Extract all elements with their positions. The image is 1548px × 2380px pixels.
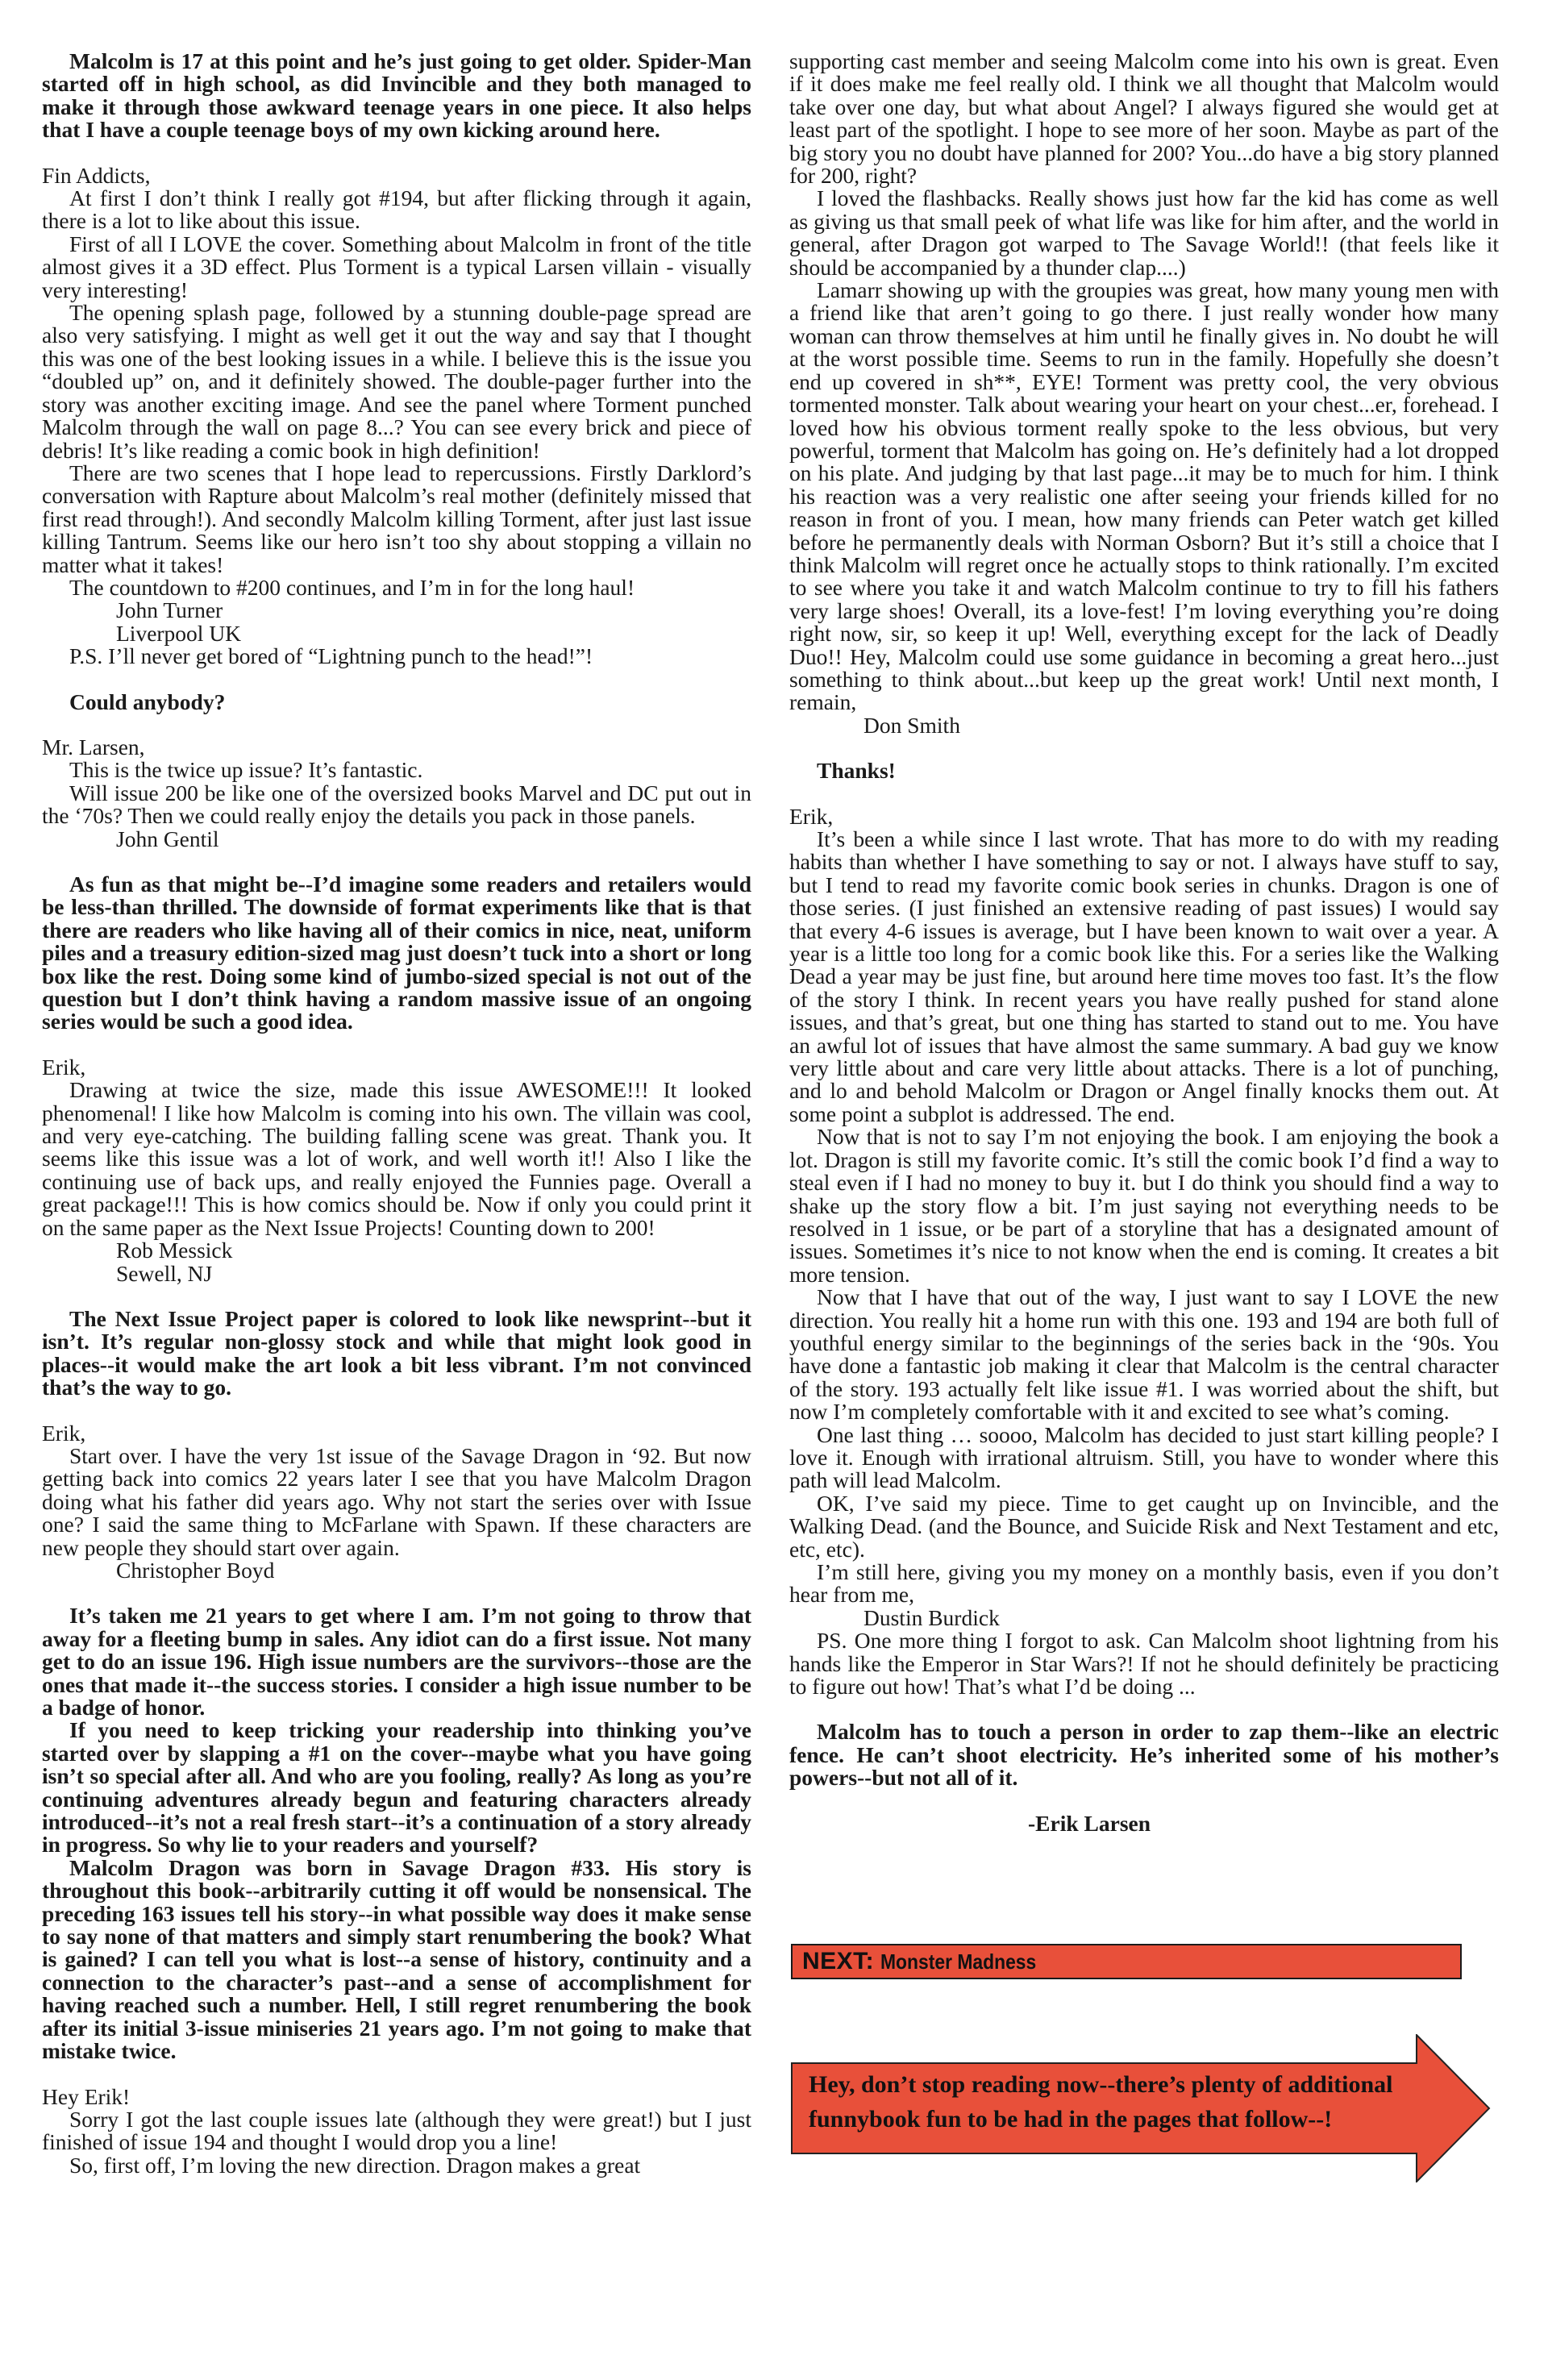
- paragraph-gap: [42, 714, 751, 736]
- editor-reply: The Next Issue Project paper is colored to look like newsprint--but it isn’t. It’s regular non-glossy stock and while that might look good in places--it would make the art look a bit less vibrant. I’m not convinced that’s the way to go.: [42, 1305, 751, 1400]
- editor-reply: If you need to keep tricking your readership into thinking you’ve started over by slapping a #1 on the cover--maybe what you have going isn’t so special after all. And who are you fooling, really? As long as you’re continuing adventures already begun and featuring characters already introduced--it’s not a real fresh start--it’s a continuation of a story already in progress. So why lie to your readers and yourself?: [42, 1717, 751, 1858]
- letter-paragraph: One last thing … soooo, Malcolm has decided to just start killing people? I love it. Enough with irrational altruism. Still, you have to wonder where this path will lead Malcolm.: [789, 1421, 1499, 1493]
- letter-salutation: Hey Erik!: [42, 2083, 131, 2109]
- paragraph-gap: [789, 737, 1499, 759]
- letter-paragraph: It’s been a while since I last wrote. That has more to do with my reading habits than whether I have something to say or not. I always have stuff to say, but I tend to read my favorite comic book series in chunks. Dragon is one of those series. (I just finished an extensive reading of past issues) I would say that every 4-6 issues is average, but I have been known to wait over a year. A year is a little too long for a comic book like this. For a series like the Walking Dead a year may be just fine, but around here time moves too fast. It’s the flow of the story I think. In recent years you have really pushed for stand alone issues, and that’s great, but one thing has started to stand out to me. You have an awful lot of issues that have almost the same summary. A bad guy we know very little about and care very little about attacks. There is a lot of punching, and lo and behold Malcolm or Dragon or Angel finally knocks them out. At some point a subplot is addressed. The end.: [789, 826, 1499, 1126]
- editor-signoff: -Erik Larsen: [1028, 1810, 1151, 1836]
- callout-line-1: Hey, don’t stop reading now--there’s plenty of additional: [809, 2071, 1393, 2098]
- letter-salutation: Erik,: [42, 1054, 86, 1080]
- paragraph-gap: [42, 1034, 751, 1056]
- letter-paragraph: P.S. I’ll never get bored of “Lightning punch to the head!”!: [69, 643, 593, 669]
- next-issue-title: Monster Madness: [880, 1949, 1037, 1974]
- letter-paragraph: The opening splash page, followed by a stunning double-page spread are also very satisfying. I might as well get it out the way and say that I thought this was one of the best looking issues in a while. I believe this is the issue you “doubled up” on, and it definitely showed. The double-pager further into the story was another exciting image. And see the panel where Torment punched Malcolm through the wall on page 8...? You can see every brick and piece of debris! It’s like reading a comic book in high definition!: [42, 300, 751, 463]
- letter-signature: Sewell, NJ: [116, 1260, 213, 1286]
- letter-paragraph: Will issue 200 be like one of the oversized books Marvel and DC put out in the ‘70s? Then we could really enjoy the details you pack in those panels.: [42, 780, 751, 829]
- paragraph-gap: [42, 851, 751, 873]
- letter-paragraph: Start over. I have the very 1st issue of the Savage Dragon in ‘92. But now getting back into comics 22 years later I see that you have Malcolm Dragon doing what his father did years ago. Why not start the series over with Issue one? I said the same thing to McFarlane with Spawn. If these characters are new people they should start over again.: [42, 1442, 751, 1560]
- continue-reading-callout: [791, 2034, 1491, 2182]
- letter-paragraph: The countdown to #200 continues, and I’m in for the long haul!: [69, 574, 635, 600]
- letter-paragraph: Now that is not to say I’m not enjoying the book. I am enjoying the book a lot. Dragon is still my favorite comic. It’s still the comic book I’d find a way to steal even if I had no money to buy it. but I do think you should find a way to shake up the story flow a bit. I’m just saying not everything needs to be resolved in 1 issue, or be part of a storyline that has a designated amount of issues. Sometimes it’s nice to not know when the end is coming. It creates a bit more tension.: [789, 1124, 1499, 1287]
- letter-signature: Christopher Boyd: [116, 1557, 275, 1583]
- letter-paragraph: At first I don’t think I really got #194, but after flicking through it again, there is a lot to like about this issue.: [42, 185, 751, 234]
- paragraph-gap: [789, 1790, 1499, 1812]
- paragraph-gap: [42, 1400, 751, 1422]
- letter-paragraph: Sorry I got the last couple issues late (although they were great!) but I just finished of issue 194 and thought I would drop you a line!: [42, 2106, 751, 2155]
- right-column: [789, 50, 1499, 1835]
- letter-signature: Rob Messick: [116, 1238, 233, 1263]
- letter-signature: Dustin Burdick: [863, 1604, 1000, 1630]
- callout-line-2: funnybook fun to be had in the pages that follow--!: [809, 2106, 1333, 2132]
- letter-paragraph: I’m still here, giving you my money on a monthly basis, even if you don’t hear from me,: [789, 1559, 1499, 1608]
- left-column: [42, 50, 751, 2177]
- editor-reply: Malcolm Dragon was born in Savage Dragon #33. His story is throughout this book--arbitrarily cutting it off would be nonsensical. The preceding 163 issues tell his story--in what possible way does it make sense to say none of that matters and simply start renumbering the book? What is gained? I can tell you what is lost--a sense of history, continuity and a connection to the character’s past--and a sense of accomplishment for having reached such a number. Hell, I still regret renumbering the book after its initial 3-issue miniseries 21 years ago. I’m not going to make that mistake twice.: [42, 1854, 751, 2064]
- letter-paragraph: OK, I’ve said my piece. Time to get caught up on Invincible, and the Walking Dead. (and the Bounce, and Suicide Risk and Next Testament and etc, etc, etc).: [789, 1490, 1499, 1562]
- letter-heading: Thanks!: [817, 758, 896, 784]
- left-column-text: [42, 50, 751, 2177]
- right-column-text: [789, 50, 1499, 1835]
- letter-signature: John Turner: [116, 597, 223, 623]
- letter-salutation: Erik,: [789, 803, 834, 829]
- paragraph-gap: [789, 783, 1499, 805]
- letter-paragraph: Lamarr showing up with the groupies was great, how many young men with a friend like that aren’t going to go there. I just really wonder how many woman can throw themselves at him until he finally gives in. No doubt he will at the worst possible time. Seems to run in the family. Hopefully she doesn’t end up covered in sh**, EYE! Torment was pretty cool, the very obvious tormented monster. Talk about wearing your heart on your chest...er, forehead. I loved how his obvious torment really spoke to the less obvious, but very powerful, torment that Malcolm has going on. He’s definitely had a lot dropped on his plate. And judging by that last page...it may be to much for him. I think his reaction was a very realistic one after seeing your friends killed for no reason in front of you. I mean, how many friends can Peter watch get killed before he permanently deals with Norman Osborn? But it’s still a choice that I think Malcolm will regret once he actually stops to think rationally. I’m excited to see where you take it and watch Malcolm continue to try to fill his fathers very large shoes! Overall, its a love-fest! I’m loving everything you’re doing right now, sir, so keep it up! Well, everything except for the lack of Deadly Duo!! Hey, Malcolm could use some guidance in becoming a great hero...just something to think about...but keep up the great work! Until next month, I remain,: [789, 277, 1499, 715]
- letter-paragraph: So, first off, I’m loving the new direction. Dragon makes a great: [69, 2152, 641, 2178]
- editor-reply: Malcolm is 17 at this point and he’s just going to get older. Spider-Man started off in high school, as did Invincible and they both managed to make it through those awkward teenage years in one piece. It also helps that I have a couple teenage boys of my own kicking around here.: [42, 48, 751, 143]
- editor-reply: As fun as that might be--I’d imagine some readers and retailers would be less-than thrilled. The downside of format experiments like that is that there are readers who like having all of their comics in nice, neat, uniform piles and a treasury edition-sized mag just doesn’t tuck into a short or long box like the rest. Doing some kind of jumbo-sized special is not out of the question but I don’t think having a random massive issue of an ongoing series would be such a good idea.: [42, 872, 751, 1034]
- paragraph-gap: [42, 1285, 751, 1308]
- letter-paragraph: I loved the flashbacks. Really shows just how far the kid has come as well as giving us that small peek of what life was like for him after, and the world in general, after Dragon got warped to The Savage World!! (that feels like it should be accompanied by a thunder clap....): [789, 185, 1499, 280]
- editor-reply: Malcolm has to touch a person in order to zap them--like an electric fence. He can’t shoot electricity. He’s inherited some of his mother’s powers--but not all of it.: [789, 1719, 1499, 1791]
- letter-paragraph: This is the twice up issue? It’s fantastic.: [69, 757, 423, 783]
- letter-salutation: Mr. Larsen,: [42, 734, 145, 759]
- letter-signature: Liverpool UK: [116, 620, 242, 646]
- letter-salutation: Fin Addicts,: [42, 162, 151, 188]
- letter-salutation: Erik,: [42, 1420, 86, 1446]
- next-label: NEXT:: [802, 1948, 875, 1974]
- letter-signature: Don Smith: [863, 712, 960, 738]
- editor-reply: It’s taken me 21 years to get where I am. I’m not going to throw that away for a fleeting bump in sales. Any idiot can do a first issue. Not many get to do an issue 196. High issue numbers are the survivors--those are the ones that made it--the success stories. I consider a high issue number to be a badge of honor.: [42, 1603, 751, 1720]
- letter-paragraph: PS. One more thing I forgot to ask. Can Malcolm shoot lightning from his hands like the Emperor in Star Wars?! If not he should definitely be practicing to figure out how! That’s what I’d be doing ...: [789, 1628, 1499, 1700]
- paragraph-gap: [789, 1698, 1499, 1721]
- paragraph-gap: [42, 668, 751, 691]
- letter-signature: John Gentil: [116, 826, 219, 851]
- paragraph-gap: [42, 2063, 751, 2086]
- callout-text: [809, 2067, 1421, 2137]
- next-issue-banner: [791, 1944, 1462, 1979]
- paragraph-gap: [42, 142, 751, 164]
- letter-paragraph: Now that I have that out of the way, I just want to say I LOVE the new direction. You really hit a home run with this one. 193 and 194 are both full of youthful energy similar to the beginnings of the series back in the ‘90s. You have done a fantastic job making it clear that Malcolm is the central character of the story. 193 actually felt like issue #1. I was worried about the shift, but now I’m completely comfortable with it and excited to see what’s coming.: [789, 1284, 1499, 1425]
- letter-paragraph: supporting cast member and seeing Malcolm come into his own is great. Even if it does make me feel really old. I think we all thought that Malcolm would take over one day, but what about Angel? I always figured she would get at least part of the spotlight. I hope to see more of her soon. Maybe as part of the big story you no doubt have planned for 200? You...do have a big story planned for 200, right?: [789, 48, 1499, 189]
- letter-paragraph: There are two scenes that I hope lead to repercussions. Firstly Darklord’s conversation with Rapture about Malcolm’s real mother (definitely missed that first read through!). And secondly Malcolm killing Torment, after just last issue killing Tantrum. Seems like our hero isn’t too shy about stopping a villain no matter what it takes!: [42, 460, 751, 577]
- paragraph-gap: [42, 1582, 751, 1604]
- letter-paragraph: First of all I LOVE the cover. Something about Malcolm in front of the title almost gives it a 3D effect. Plus Torment is a typical Larsen villain - visually very interesting!: [42, 231, 751, 302]
- letter-heading: Could anybody?: [69, 689, 226, 714]
- letter-paragraph: Drawing at twice the size, made this issue AWESOME!!! It looked phenomenal! I like how Malcolm is coming into his own. The villain was cool, and very eye-catching. The building falling scene was great. Thank you. It seems like this issue was a lot of work, and well worth it!! Also I like the continuing use of back ups, and really enjoyed the Funnies page. Overall a great package!!! This is how comics should be. Now if only you could print it on the same paper as the Next Issue Projects! Counting down to 200!: [42, 1077, 751, 1240]
